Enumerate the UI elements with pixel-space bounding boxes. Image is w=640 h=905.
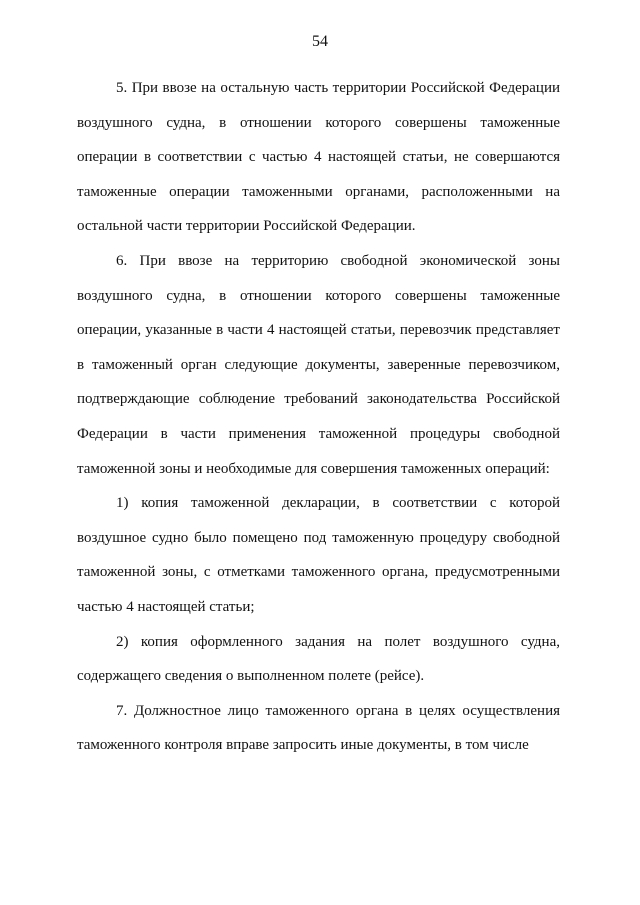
paragraph-6: 6. При ввозе на территорию свободной экономической зоны воздушного судна, в отношении которого совершены таможенные операции, указанные в части 4 настоящей статьи, перевозчик представляет в таможенный орган следующие документы, заверенные перевозчиком, подтверждающие соблюдение требований законодательства Российской Федерации в части применения таможенной процедуры свободной таможенной зоны и необходимые для совершения таможенных операций: [77, 252, 560, 477]
page-number: 54 [312, 33, 328, 50]
document-body [77, 71, 560, 763]
paragraph-6-item-1: 1) копия таможенной декларации, в соответствии с которой воздушное судно было помещено под таможенную процедуру свободной таможенной зоны, с отметками таможенного органа, предусмотренными частью 4 настоящей статьи; [77, 495, 560, 615]
paragraph-7: 7. Должностное лицо таможенного органа в целях осуществления таможенного контроля вправе запросить иные документы, в том числе [77, 702, 560, 754]
paragraph-6-item-2: 2) копия оформленного задания на полет воздушного судна, содержащего сведения о выполненном полете (рейсе). [77, 633, 560, 685]
paragraph-5: 5. При ввозе на остальную часть территории Российской Федерации воздушного судна, в отношении которого совершены таможенные операции в соответствии с частью 4 настоящей статьи, не совершаются таможенные операции таможенными органами, расположенными на остальной части территории Российской Федерации. [77, 80, 560, 235]
